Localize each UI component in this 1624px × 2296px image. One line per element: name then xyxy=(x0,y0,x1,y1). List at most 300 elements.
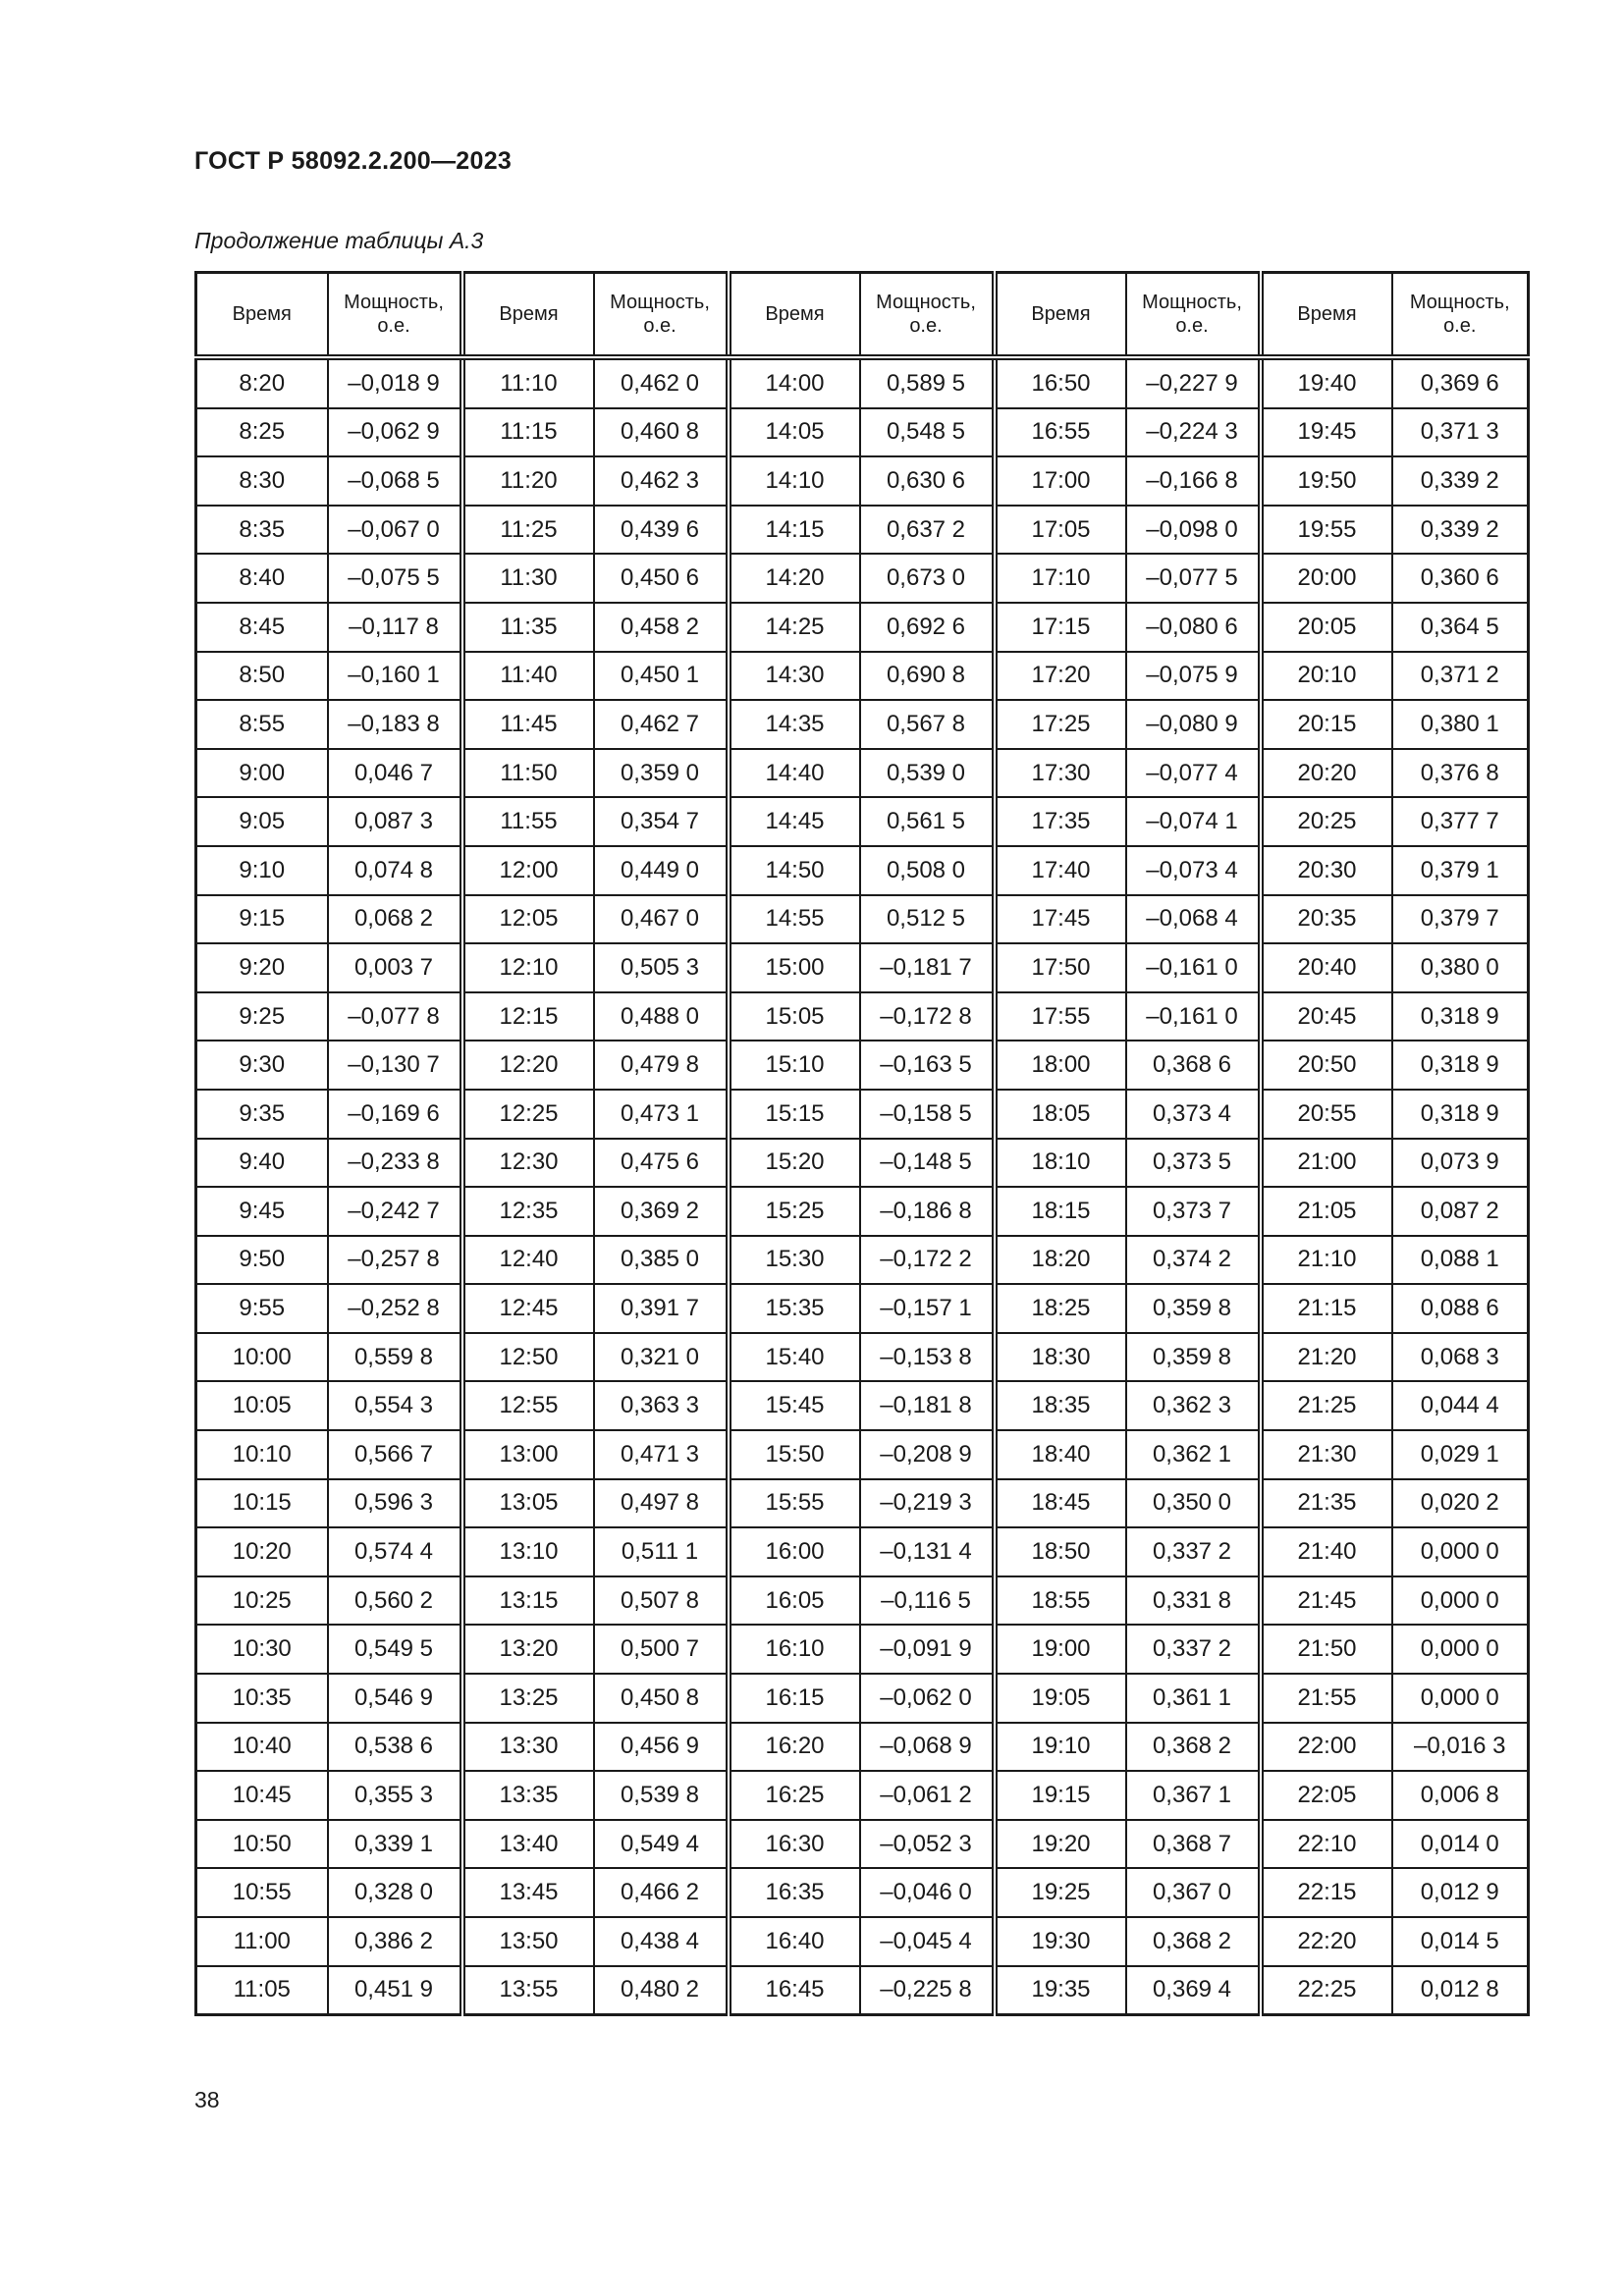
power-cell: –0,062 9 xyxy=(328,408,462,457)
table-row xyxy=(196,506,1529,555)
power-cell: –0,068 4 xyxy=(1126,895,1261,944)
power-cell: –0,131 4 xyxy=(860,1527,995,1576)
time-cell: 10:15 xyxy=(196,1479,328,1528)
time-cell: 22:10 xyxy=(1261,1820,1392,1869)
power-cell: 0,497 8 xyxy=(594,1479,729,1528)
power-cell: 0,630 6 xyxy=(860,456,995,506)
power-cell: 0,369 6 xyxy=(1392,357,1529,408)
time-cell: 16:40 xyxy=(729,1917,860,1966)
time-cell: 15:20 xyxy=(729,1139,860,1188)
power-cell: 0,355 3 xyxy=(328,1771,462,1820)
power-cell: –0,181 7 xyxy=(860,943,995,992)
power-cell: 0,385 0 xyxy=(594,1236,729,1285)
power-cell: 0,512 5 xyxy=(860,895,995,944)
time-cell: 10:10 xyxy=(196,1430,328,1479)
time-cell: 17:55 xyxy=(995,992,1126,1041)
power-cell: –0,163 5 xyxy=(860,1041,995,1090)
time-cell: 16:30 xyxy=(729,1820,860,1869)
time-cell: 17:25 xyxy=(995,700,1126,749)
power-cell: –0,157 1 xyxy=(860,1284,995,1333)
table-row xyxy=(196,1527,1529,1576)
power-cell: –0,257 8 xyxy=(328,1236,462,1285)
power-cell: 0,554 3 xyxy=(328,1381,462,1430)
power-cell: 0,380 1 xyxy=(1392,700,1529,749)
power-cell: 0,044 4 xyxy=(1392,1381,1529,1430)
time-cell: 8:25 xyxy=(196,408,328,457)
time-cell: 17:15 xyxy=(995,603,1126,652)
power-cell: –0,186 8 xyxy=(860,1187,995,1236)
column-header-time: Время xyxy=(1261,273,1392,358)
time-cell: 20:25 xyxy=(1261,797,1392,846)
power-cell: –0,077 8 xyxy=(328,992,462,1041)
time-cell: 19:25 xyxy=(995,1868,1126,1917)
time-cell: 14:50 xyxy=(729,846,860,895)
power-cell: 0,379 1 xyxy=(1392,846,1529,895)
table-row xyxy=(196,554,1529,603)
column-header-power: Мощность, о.е. xyxy=(1126,273,1261,358)
table-row xyxy=(196,603,1529,652)
time-cell: 9:45 xyxy=(196,1187,328,1236)
power-cell: –0,068 9 xyxy=(860,1723,995,1772)
time-cell: 17:50 xyxy=(995,943,1126,992)
table-row xyxy=(196,1381,1529,1430)
column-header-time: Время xyxy=(196,273,328,358)
time-cell: 17:35 xyxy=(995,797,1126,846)
power-cell: 0,367 1 xyxy=(1126,1771,1261,1820)
table-row xyxy=(196,1236,1529,1285)
table-row xyxy=(196,652,1529,701)
time-cell: 16:15 xyxy=(729,1674,860,1723)
power-cell: 0,368 2 xyxy=(1126,1917,1261,1966)
time-cell: 15:30 xyxy=(729,1236,860,1285)
time-cell: 8:35 xyxy=(196,506,328,555)
power-cell: 0,321 0 xyxy=(594,1333,729,1382)
time-cell: 8:20 xyxy=(196,357,328,408)
table-row xyxy=(196,1090,1529,1139)
power-cell: 0,471 3 xyxy=(594,1430,729,1479)
power-cell: 0,006 8 xyxy=(1392,1771,1529,1820)
power-cell: 0,000 0 xyxy=(1392,1674,1529,1723)
power-cell: 0,368 6 xyxy=(1126,1041,1261,1090)
power-cell: 0,467 0 xyxy=(594,895,729,944)
table-row xyxy=(196,1333,1529,1382)
power-cell: 0,029 1 xyxy=(1392,1430,1529,1479)
time-cell: 10:50 xyxy=(196,1820,328,1869)
power-cell: 0,546 9 xyxy=(328,1674,462,1723)
power-cell: 0,339 2 xyxy=(1392,456,1529,506)
power-cell: 0,339 2 xyxy=(1392,506,1529,555)
power-cell: –0,068 5 xyxy=(328,456,462,506)
time-cell: 12:20 xyxy=(462,1041,594,1090)
time-cell: 13:25 xyxy=(462,1674,594,1723)
time-cell: 22:00 xyxy=(1261,1723,1392,1772)
time-cell: 19:55 xyxy=(1261,506,1392,555)
time-cell: 18:15 xyxy=(995,1187,1126,1236)
time-cell: 18:30 xyxy=(995,1333,1126,1382)
power-cell: 0,539 0 xyxy=(860,749,995,798)
power-cell: –0,117 8 xyxy=(328,603,462,652)
time-cell: 13:50 xyxy=(462,1917,594,1966)
time-cell: 11:20 xyxy=(462,456,594,506)
power-cell: 0,318 9 xyxy=(1392,992,1529,1041)
time-cell: 15:10 xyxy=(729,1041,860,1090)
time-cell: 16:50 xyxy=(995,357,1126,408)
table-row xyxy=(196,408,1529,457)
time-cell: 13:15 xyxy=(462,1576,594,1626)
time-cell: 9:25 xyxy=(196,992,328,1041)
power-cell: 0,559 8 xyxy=(328,1333,462,1382)
power-cell: 0,000 0 xyxy=(1392,1576,1529,1626)
table-row xyxy=(196,1139,1529,1188)
power-cell: –0,080 6 xyxy=(1126,603,1261,652)
time-cell: 18:40 xyxy=(995,1430,1126,1479)
table-header xyxy=(196,273,1529,358)
power-cell: –0,045 4 xyxy=(860,1917,995,1966)
power-cell: 0,014 5 xyxy=(1392,1917,1529,1966)
power-cell: 0,479 8 xyxy=(594,1041,729,1090)
power-cell: 0,373 7 xyxy=(1126,1187,1261,1236)
time-cell: 16:25 xyxy=(729,1771,860,1820)
time-cell: 19:05 xyxy=(995,1674,1126,1723)
power-cell: 0,500 7 xyxy=(594,1625,729,1674)
power-cell: 0,020 2 xyxy=(1392,1479,1529,1528)
header-row xyxy=(196,273,1529,358)
column-header-time: Время xyxy=(462,273,594,358)
time-cell: 21:30 xyxy=(1261,1430,1392,1479)
power-cell: –0,018 9 xyxy=(328,357,462,408)
power-cell: –0,091 9 xyxy=(860,1625,995,1674)
power-cell: 0,439 6 xyxy=(594,506,729,555)
time-cell: 14:20 xyxy=(729,554,860,603)
power-cell: 0,374 2 xyxy=(1126,1236,1261,1285)
power-cell: 0,368 7 xyxy=(1126,1820,1261,1869)
time-cell: 12:35 xyxy=(462,1187,594,1236)
power-cell: 0,369 2 xyxy=(594,1187,729,1236)
power-cell: –0,252 8 xyxy=(328,1284,462,1333)
time-cell: 11:40 xyxy=(462,652,594,701)
time-cell: 21:10 xyxy=(1261,1236,1392,1285)
power-cell: 0,505 3 xyxy=(594,943,729,992)
power-cell: –0,172 2 xyxy=(860,1236,995,1285)
power-cell: –0,233 8 xyxy=(328,1139,462,1188)
power-cell: –0,153 8 xyxy=(860,1333,995,1382)
time-cell: 20:55 xyxy=(1261,1090,1392,1139)
power-cell: 0,475 6 xyxy=(594,1139,729,1188)
power-cell: 0,359 8 xyxy=(1126,1284,1261,1333)
power-cell: –0,046 0 xyxy=(860,1868,995,1917)
time-cell: 11:50 xyxy=(462,749,594,798)
power-cell: 0,361 1 xyxy=(1126,1674,1261,1723)
time-cell: 21:45 xyxy=(1261,1576,1392,1626)
time-cell: 18:50 xyxy=(995,1527,1126,1576)
power-cell: 0,000 0 xyxy=(1392,1625,1529,1674)
time-cell: 17:00 xyxy=(995,456,1126,506)
column-header-time: Время xyxy=(995,273,1126,358)
time-cell: 15:25 xyxy=(729,1187,860,1236)
power-cell: 0,450 6 xyxy=(594,554,729,603)
power-table xyxy=(194,271,1530,2016)
power-cell: 0,088 6 xyxy=(1392,1284,1529,1333)
power-cell: –0,073 4 xyxy=(1126,846,1261,895)
time-cell: 18:10 xyxy=(995,1139,1126,1188)
power-cell: 0,003 7 xyxy=(328,943,462,992)
power-cell: 0,450 8 xyxy=(594,1674,729,1723)
time-cell: 21:35 xyxy=(1261,1479,1392,1528)
time-cell: 8:40 xyxy=(196,554,328,603)
time-cell: 22:15 xyxy=(1261,1868,1392,1917)
table-row xyxy=(196,1625,1529,1674)
time-cell: 12:05 xyxy=(462,895,594,944)
power-cell: 0,561 5 xyxy=(860,797,995,846)
power-cell: 0,073 9 xyxy=(1392,1139,1529,1188)
time-cell: 20:40 xyxy=(1261,943,1392,992)
power-cell: 0,549 5 xyxy=(328,1625,462,1674)
time-cell: 16:20 xyxy=(729,1723,860,1772)
power-cell: –0,160 1 xyxy=(328,652,462,701)
power-cell: 0,567 8 xyxy=(860,700,995,749)
time-cell: 11:15 xyxy=(462,408,594,457)
time-cell: 19:30 xyxy=(995,1917,1126,1966)
time-cell: 11:55 xyxy=(462,797,594,846)
table-row xyxy=(196,1674,1529,1723)
power-cell: –0,181 8 xyxy=(860,1381,995,1430)
time-cell: 20:50 xyxy=(1261,1041,1392,1090)
time-cell: 22:20 xyxy=(1261,1917,1392,1966)
power-cell: –0,062 0 xyxy=(860,1674,995,1723)
power-cell: –0,075 5 xyxy=(328,554,462,603)
power-cell: 0,480 2 xyxy=(594,1966,729,2015)
time-cell: 14:40 xyxy=(729,749,860,798)
time-cell: 19:10 xyxy=(995,1723,1126,1772)
power-cell: 0,460 8 xyxy=(594,408,729,457)
time-cell: 20:15 xyxy=(1261,700,1392,749)
power-cell: 0,507 8 xyxy=(594,1576,729,1626)
time-cell: 20:45 xyxy=(1261,992,1392,1041)
time-cell: 9:15 xyxy=(196,895,328,944)
power-cell: –0,166 8 xyxy=(1126,456,1261,506)
time-cell: 20:20 xyxy=(1261,749,1392,798)
time-cell: 13:20 xyxy=(462,1625,594,1674)
table-row xyxy=(196,943,1529,992)
power-cell: 0,359 0 xyxy=(594,749,729,798)
power-cell: –0,016 3 xyxy=(1392,1723,1529,1772)
time-cell: 16:10 xyxy=(729,1625,860,1674)
power-cell: –0,208 9 xyxy=(860,1430,995,1479)
power-cell: –0,224 3 xyxy=(1126,408,1261,457)
power-cell: 0,379 7 xyxy=(1392,895,1529,944)
time-cell: 14:25 xyxy=(729,603,860,652)
time-cell: 20:05 xyxy=(1261,603,1392,652)
power-cell: 0,362 3 xyxy=(1126,1381,1261,1430)
power-cell: 0,511 1 xyxy=(594,1527,729,1576)
power-cell: 0,074 8 xyxy=(328,846,462,895)
time-cell: 21:05 xyxy=(1261,1187,1392,1236)
power-cell: 0,012 8 xyxy=(1392,1966,1529,2015)
time-cell: 20:10 xyxy=(1261,652,1392,701)
table-row xyxy=(196,357,1529,408)
time-cell: 14:10 xyxy=(729,456,860,506)
time-cell: 12:55 xyxy=(462,1381,594,1430)
time-cell: 9:50 xyxy=(196,1236,328,1285)
time-cell: 18:20 xyxy=(995,1236,1126,1285)
power-cell: 0,560 2 xyxy=(328,1576,462,1626)
time-cell: 11:00 xyxy=(196,1917,328,1966)
time-cell: 17:05 xyxy=(995,506,1126,555)
time-cell: 21:55 xyxy=(1261,1674,1392,1723)
table-row xyxy=(196,1723,1529,1772)
time-cell: 9:05 xyxy=(196,797,328,846)
power-cell: 0,364 5 xyxy=(1392,603,1529,652)
power-cell: –0,116 5 xyxy=(860,1576,995,1626)
time-cell: 13:30 xyxy=(462,1723,594,1772)
time-cell: 18:45 xyxy=(995,1479,1126,1528)
power-cell: 0,014 0 xyxy=(1392,1820,1529,1869)
power-cell: 0,328 0 xyxy=(328,1868,462,1917)
power-cell: 0,456 9 xyxy=(594,1723,729,1772)
time-cell: 19:50 xyxy=(1261,456,1392,506)
time-cell: 19:00 xyxy=(995,1625,1126,1674)
power-cell: –0,158 5 xyxy=(860,1090,995,1139)
table-caption: Продолжение таблицы А.3 xyxy=(194,228,484,253)
time-cell: 15:55 xyxy=(729,1479,860,1528)
time-cell: 19:35 xyxy=(995,1966,1126,2015)
time-cell: 15:40 xyxy=(729,1333,860,1382)
power-cell: –0,098 0 xyxy=(1126,506,1261,555)
time-cell: 15:35 xyxy=(729,1284,860,1333)
power-cell: –0,183 8 xyxy=(328,700,462,749)
power-cell: 0,337 2 xyxy=(1126,1527,1261,1576)
time-cell: 15:00 xyxy=(729,943,860,992)
power-cell: 0,318 9 xyxy=(1392,1041,1529,1090)
power-cell: –0,075 9 xyxy=(1126,652,1261,701)
time-cell: 16:05 xyxy=(729,1576,860,1626)
power-cell: –0,148 5 xyxy=(860,1139,995,1188)
time-cell: 14:15 xyxy=(729,506,860,555)
time-cell: 12:00 xyxy=(462,846,594,895)
time-cell: 9:10 xyxy=(196,846,328,895)
time-cell: 11:10 xyxy=(462,357,594,408)
time-cell: 21:25 xyxy=(1261,1381,1392,1430)
table-row xyxy=(196,1576,1529,1626)
power-cell: 0,466 2 xyxy=(594,1868,729,1917)
power-cell: 0,046 7 xyxy=(328,749,462,798)
power-cell: 0,373 4 xyxy=(1126,1090,1261,1139)
power-cell: 0,450 1 xyxy=(594,652,729,701)
time-cell: 17:20 xyxy=(995,652,1126,701)
power-cell: 0,376 8 xyxy=(1392,749,1529,798)
time-cell: 13:00 xyxy=(462,1430,594,1479)
time-cell: 18:25 xyxy=(995,1284,1126,1333)
power-cell: 0,380 0 xyxy=(1392,943,1529,992)
power-cell: –0,077 5 xyxy=(1126,554,1261,603)
power-cell: 0,673 0 xyxy=(860,554,995,603)
time-cell: 8:45 xyxy=(196,603,328,652)
time-cell: 12:30 xyxy=(462,1139,594,1188)
table-row xyxy=(196,456,1529,506)
time-cell: 10:30 xyxy=(196,1625,328,1674)
time-cell: 13:55 xyxy=(462,1966,594,2015)
time-cell: 16:35 xyxy=(729,1868,860,1917)
power-cell: 0,488 0 xyxy=(594,992,729,1041)
time-cell: 21:00 xyxy=(1261,1139,1392,1188)
time-cell: 15:45 xyxy=(729,1381,860,1430)
time-cell: 19:20 xyxy=(995,1820,1126,1869)
power-cell: 0,088 1 xyxy=(1392,1236,1529,1285)
time-cell: 14:05 xyxy=(729,408,860,457)
power-cell: 0,538 6 xyxy=(328,1723,462,1772)
time-cell: 10:00 xyxy=(196,1333,328,1382)
time-cell: 12:40 xyxy=(462,1236,594,1285)
power-cell: 0,589 5 xyxy=(860,357,995,408)
time-cell: 10:05 xyxy=(196,1381,328,1430)
power-cell: 0,371 3 xyxy=(1392,408,1529,457)
time-cell: 9:30 xyxy=(196,1041,328,1090)
power-cell: 0,000 0 xyxy=(1392,1527,1529,1576)
time-cell: 10:45 xyxy=(196,1771,328,1820)
table-row xyxy=(196,1966,1529,2015)
column-header-time: Время xyxy=(729,273,860,358)
table-row xyxy=(196,749,1529,798)
time-cell: 13:45 xyxy=(462,1868,594,1917)
time-cell: 21:50 xyxy=(1261,1625,1392,1674)
time-cell: 14:45 xyxy=(729,797,860,846)
power-cell: 0,359 8 xyxy=(1126,1333,1261,1382)
power-cell: 0,087 3 xyxy=(328,797,462,846)
power-cell: –0,242 7 xyxy=(328,1187,462,1236)
time-cell: 13:35 xyxy=(462,1771,594,1820)
power-cell: 0,458 2 xyxy=(594,603,729,652)
power-cell: 0,337 2 xyxy=(1126,1625,1261,1674)
time-cell: 21:20 xyxy=(1261,1333,1392,1382)
column-header-power: Мощность, о.е. xyxy=(328,273,462,358)
power-cell: –0,130 7 xyxy=(328,1041,462,1090)
time-cell: 8:55 xyxy=(196,700,328,749)
table-row xyxy=(196,1479,1529,1528)
table-row xyxy=(196,1917,1529,1966)
column-header-power: Мощность, о.е. xyxy=(1392,273,1529,358)
power-cell: 0,637 2 xyxy=(860,506,995,555)
power-cell: –0,225 8 xyxy=(860,1966,995,2015)
power-cell: –0,080 9 xyxy=(1126,700,1261,749)
power-cell: 0,391 7 xyxy=(594,1284,729,1333)
time-cell: 22:05 xyxy=(1261,1771,1392,1820)
power-cell: 0,318 9 xyxy=(1392,1090,1529,1139)
time-cell: 10:25 xyxy=(196,1576,328,1626)
power-cell: 0,462 0 xyxy=(594,357,729,408)
power-cell: –0,074 1 xyxy=(1126,797,1261,846)
time-cell: 10:35 xyxy=(196,1674,328,1723)
power-cell: –0,172 8 xyxy=(860,992,995,1041)
power-cell: 0,362 1 xyxy=(1126,1430,1261,1479)
time-cell: 12:25 xyxy=(462,1090,594,1139)
power-cell: 0,462 7 xyxy=(594,700,729,749)
time-cell: 13:10 xyxy=(462,1527,594,1576)
time-cell: 21:40 xyxy=(1261,1527,1392,1576)
time-cell: 16:55 xyxy=(995,408,1126,457)
table-row xyxy=(196,1187,1529,1236)
time-cell: 14:00 xyxy=(729,357,860,408)
time-cell: 9:00 xyxy=(196,749,328,798)
power-cell: 0,549 4 xyxy=(594,1820,729,1869)
table-row xyxy=(196,1771,1529,1820)
table-row xyxy=(196,797,1529,846)
power-cell: 0,012 9 xyxy=(1392,1868,1529,1917)
table-row xyxy=(196,992,1529,1041)
time-cell: 10:20 xyxy=(196,1527,328,1576)
time-cell: 22:25 xyxy=(1261,1966,1392,2015)
power-cell: 0,451 9 xyxy=(328,1966,462,2015)
power-cell: 0,566 7 xyxy=(328,1430,462,1479)
